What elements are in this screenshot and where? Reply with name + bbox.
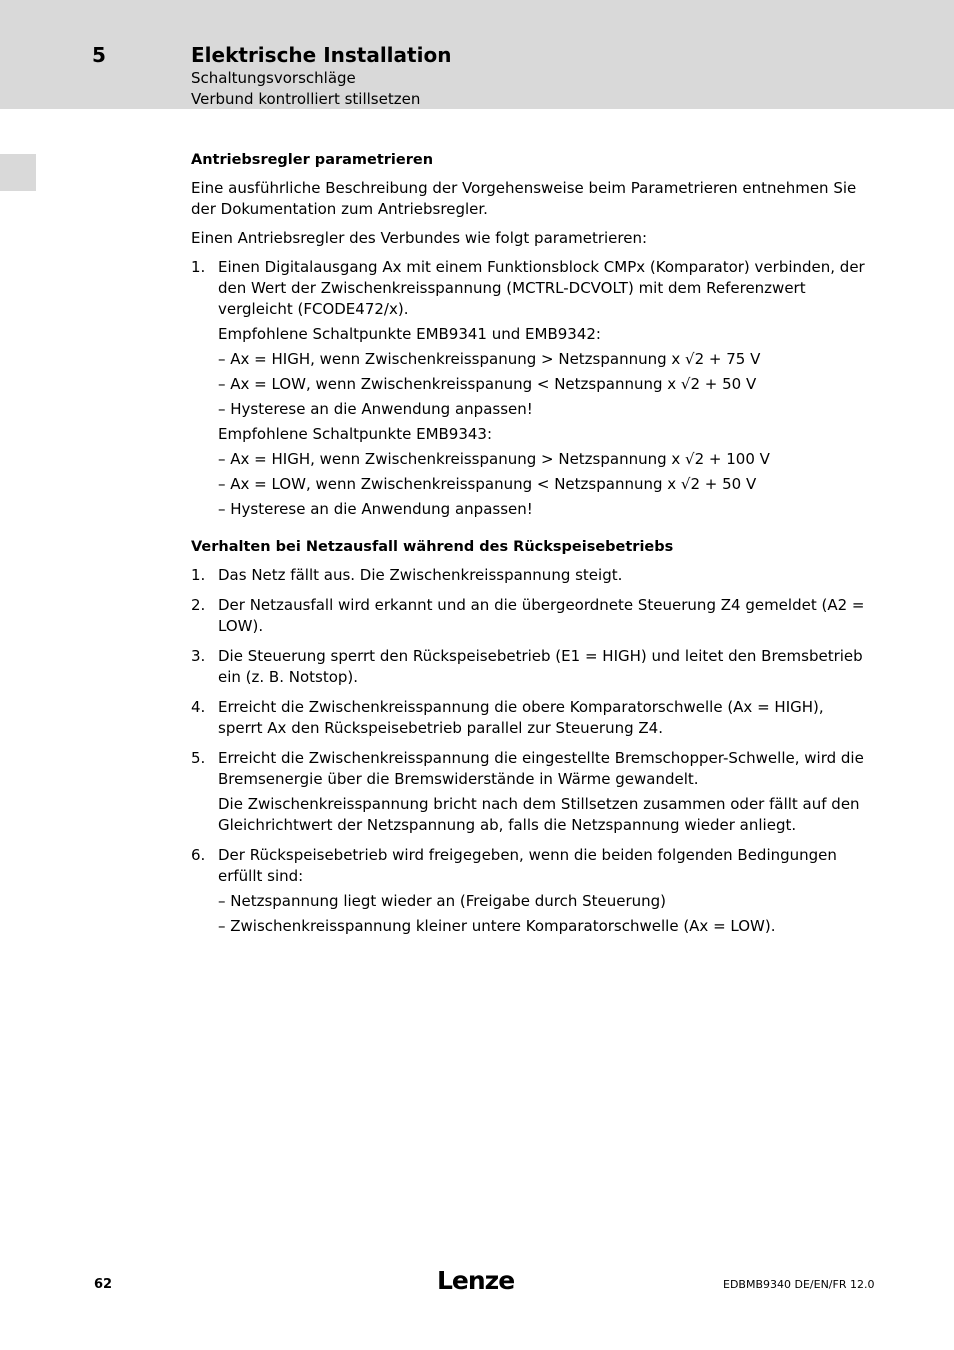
dash-line: – Ax = LOW, wenn Zwischenkreisspanung < Netzspannung x √2 + 50 V	[218, 475, 757, 493]
list-text: Erreicht die Zwischenkreisspannung die eingestellte Bremschopper-Schwelle, wird die Bremsenergie über die Bremswiderstände in Wärme gewandelt.	[218, 749, 864, 788]
lenze-logo: Lenze	[437, 1266, 515, 1295]
list-item	[191, 595, 871, 637]
dash-line: – Hysterese an die Anwendung anpassen!	[218, 500, 533, 518]
list-text: Das Netz fällt aus. Die Zwischenkreisspannung steigt.	[218, 566, 623, 584]
list-item	[191, 748, 871, 836]
list-number: 5.	[191, 749, 206, 767]
paragraph: Eine ausführliche Beschreibung der Vorgehensweise beim Parametrieren entnehmen Sie der Dokumentation zum Antriebsregler.	[191, 179, 857, 218]
dash-line: – Ax = HIGH, wenn Zwischenkreisspanung > Netzspannung x √2 + 100 V	[218, 450, 770, 468]
dash-line: – Netzspannung liegt wieder an (Freigabe durch Steuerung)	[218, 892, 667, 910]
list-number: 6.	[191, 846, 206, 864]
list-text: Der Netzausfall wird erkannt und an die übergeordnete Steuerung Z4 gemeldet (A2 = LOW).	[218, 596, 865, 635]
chapter-title: Elektrische Installation	[191, 43, 452, 67]
dash-line: – Hysterese an die Anwendung anpassen!	[218, 400, 533, 418]
header-band	[0, 0, 954, 109]
list-item	[191, 257, 871, 520]
switch-points-title: Empfohlene Schaltpunkte EMB9341 und EMB9342:	[218, 325, 601, 343]
list-text-extra: Die Zwischenkreisspannung bricht nach dem Stillsetzen zusammen oder fällt auf den Gleichrichtwert der Netzspannung ab, falls die Netzspannung wieder anliegt.	[218, 795, 860, 834]
chapter-number: 5	[92, 43, 106, 67]
list-number: 2.	[191, 596, 206, 614]
list-text: Die Steuerung sperrt den Rückspeisebetrieb (E1 = HIGH) und leitet den Bremsbetrieb ein (z. B. Notstop).	[218, 647, 863, 686]
paragraph: Einen Antriebsregler des Verbundes wie folgt parametrieren:	[191, 229, 648, 247]
list-text: Erreicht die Zwischenkreisspannung die obere Komparatorschwelle (Ax = HIGH), sperrt Ax den Rückspeisebetrieb parallel zur Steuerung Z4.	[218, 698, 824, 737]
main-content	[191, 150, 871, 946]
list-number: 1.	[191, 566, 206, 584]
dash-line: – Ax = HIGH, wenn Zwischenkreisspanung > Netzspannung x √2 + 75 V	[218, 350, 761, 368]
switch-points-title: Empfohlene Schaltpunkte EMB9343:	[218, 425, 493, 443]
dash-line: – Zwischenkreisspannung kleiner untere Komparatorschwelle (Ax = LOW).	[218, 917, 776, 935]
list-item	[191, 845, 871, 937]
list-text: Der Rückspeisebetrieb wird freigegeben, wenn die beiden folgenden Bedingungen erfüllt sind:	[218, 846, 837, 885]
list-number: 4.	[191, 698, 206, 716]
document-id: EDBMB9340 DE/EN/FR 12.0	[723, 1278, 875, 1291]
page-number: 62	[94, 1277, 113, 1292]
list-number: 1.	[191, 258, 206, 276]
list-item	[191, 565, 871, 586]
list-item	[191, 646, 871, 688]
subsection-subtitle: Verbund kontrolliert stillsetzen	[191, 90, 421, 108]
list-number: 3.	[191, 647, 206, 665]
dash-line: – Ax = LOW, wenn Zwischenkreisspanung < Netzspannung x √2 + 50 V	[218, 375, 757, 393]
section-heading: Antriebsregler parametrieren	[191, 152, 434, 168]
list-text: Einen Digitalausgang Ax mit einem Funktionsblock CMPx (Komparator) verbinden, der den Wert der Zwischenkreisspannung (MCTRL-DCVOLT) mit dem Referenzwert vergleicht (FCODE472/x).	[218, 258, 865, 318]
side-tab-marker	[0, 154, 36, 191]
list-item	[191, 697, 871, 739]
section-subtitle: Schaltungsvorschläge	[191, 69, 356, 87]
section-heading: Verhalten bei Netzausfall während des Rückspeisebetriebs	[191, 539, 674, 555]
